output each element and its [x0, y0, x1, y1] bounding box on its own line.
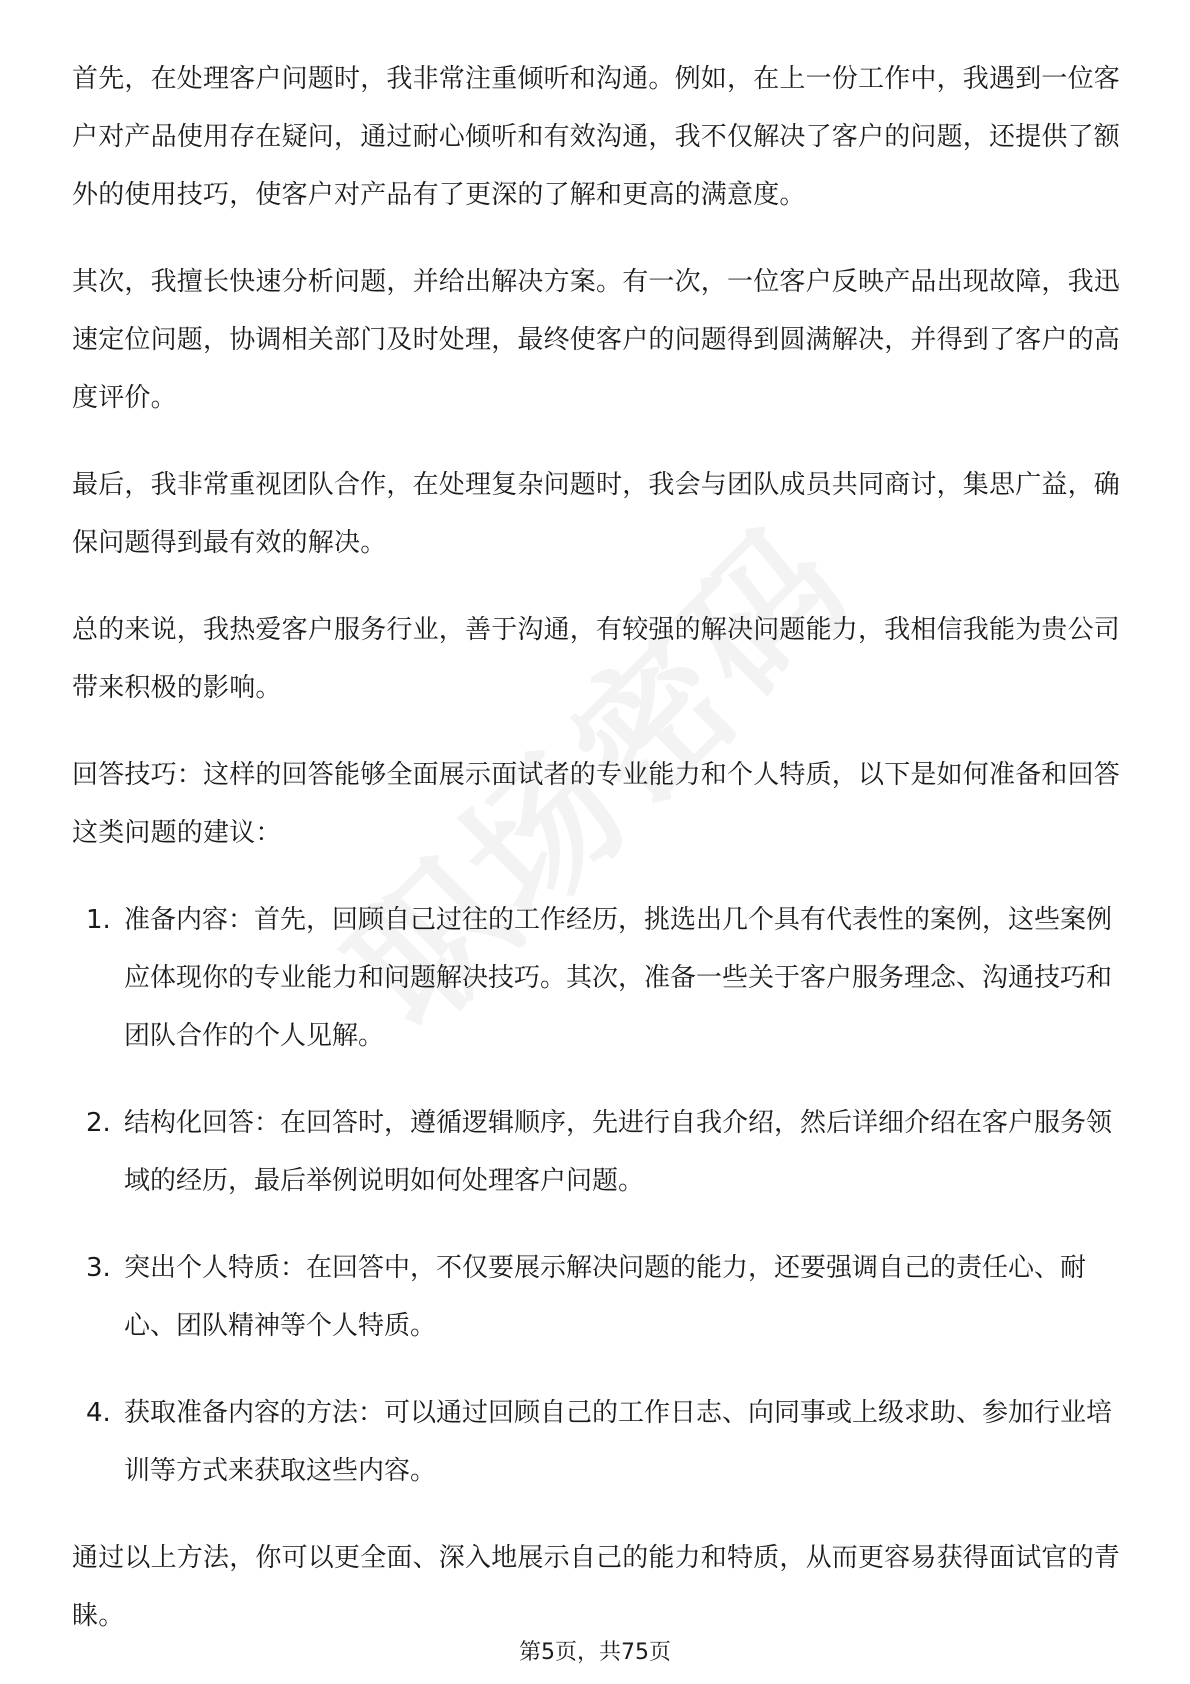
- page-footer: 第5页，共75页: [519, 1640, 671, 1665]
- list-item-text: 获取准备内容的方法：可以通过回顾自己的工作日志、向同事或上级求助、参加行业培训等方式来获取这些内容。: [124, 1398, 1113, 1486]
- list-item: [72, 1239, 1122, 1355]
- list-number: 3.: [86, 1253, 111, 1283]
- list-number: 2.: [86, 1108, 111, 1138]
- list-item: [72, 1384, 1122, 1500]
- closing-paragraph: 通过以上方法，你可以更全面、深入地展示自己的能力和特质，从而更容易获得面试官的青睐。: [72, 1543, 1121, 1631]
- list-item-text: 结构化回答：在回答时，遵循逻辑顺序，先进行自我介绍，然后详细介绍在客户服务领域的经历，最后举例说明如何处理客户问题。: [124, 1108, 1113, 1196]
- paragraph: 其次，我擅长快速分析问题，并给出解决方案。有一次，一位客户反映产品出现故障，我迅速定位问题，协调相关部门及时处理，最终使客户的问题得到圆满解决，并得到了客户的高度评价。: [72, 267, 1121, 413]
- paragraph: 最后，我非常重视团队合作，在处理复杂问题时，我会与团队成员共同商讨，集思广益，确保问题得到最有效的解决。: [72, 470, 1121, 558]
- list-number: 4.: [86, 1398, 111, 1428]
- tips-list: [72, 891, 1122, 1500]
- list-number: 1.: [86, 905, 111, 935]
- paragraph: 首先，在处理客户问题时，我非常注重倾听和沟通。例如，在上一份工作中，我遇到一位客户对产品使用存在疑问，通过耐心倾听和有效沟通，我不仅解决了客户的问题，还提供了额外的使用技巧，使客户对产品有了更深的了解和更高的满意度。: [72, 64, 1121, 210]
- document-body: [72, 50, 1122, 1674]
- paragraph: 总的来说，我热爱客户服务行业，善于沟通，有较强的解决问题能力，我相信我能为贵公司带来积极的影响。: [72, 615, 1121, 703]
- paragraph: 回答技巧：这样的回答能够全面展示面试者的专业能力和个人特质，以下是如何准备和回答这类问题的建议：: [72, 760, 1121, 848]
- list-item-text: 准备内容：首先，回顾自己过往的工作经历，挑选出几个具有代表性的案例，这些案例应体现你的专业能力和问题解决技巧。其次，准备一些关于客户服务理念、沟通技巧和团队合作的个人见解。: [124, 905, 1113, 1051]
- list-item: [72, 1094, 1122, 1210]
- list-item: [72, 891, 1122, 1065]
- list-item-text: 突出个人特质：在回答中，不仅要展示解决问题的能力，还要强调自己的责任心、耐心、团队精神等个人特质。: [124, 1253, 1087, 1341]
